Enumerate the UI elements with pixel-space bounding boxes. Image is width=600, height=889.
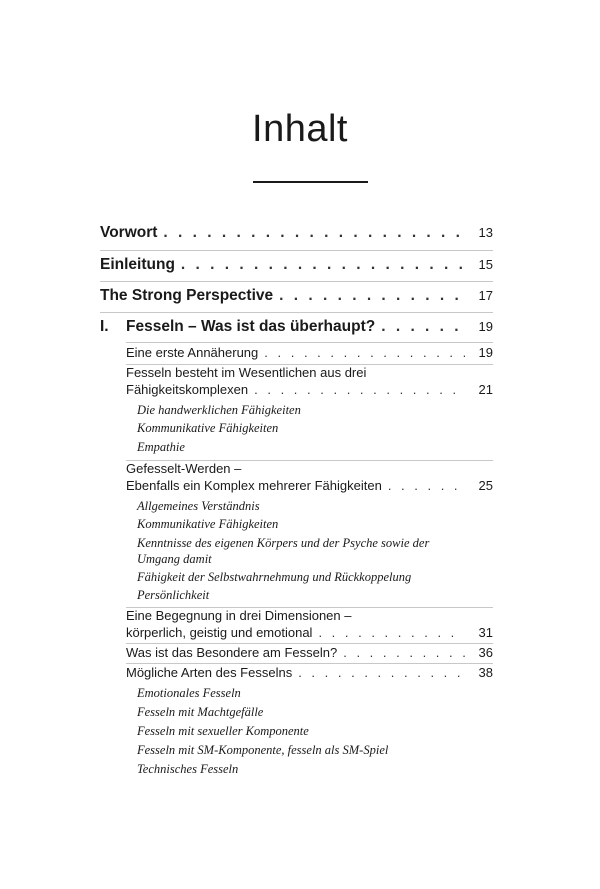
divider	[126, 663, 493, 664]
toc-subitem[interactable]: Technisches Fesseln	[137, 762, 239, 776]
chapter-number: I.	[100, 318, 109, 335]
toc-label: Mögliche Arten des Fesselns	[126, 665, 293, 680]
toc-label: körperlich, geistig und emotional	[126, 625, 313, 640]
toc-page-number: 21	[478, 382, 493, 397]
toc-entry-begegnung[interactable]	[126, 625, 493, 640]
divider	[100, 281, 493, 282]
toc-page-number: 17	[478, 288, 493, 303]
leader-dots	[318, 625, 465, 640]
toc-page-number: 38	[478, 665, 493, 680]
chapter-title: Fesseln – Was ist das überhaupt?	[126, 318, 376, 335]
leader-dots	[181, 256, 465, 274]
leader-dots	[343, 645, 465, 660]
toc-label-line1: Fesseln besteht im Wesentlichen aus drei	[126, 365, 367, 380]
toc-page-number: 15	[478, 257, 493, 272]
toc-entry-gefesselt-werden[interactable]	[126, 478, 493, 493]
toc-entry-erste-annaeherung[interactable]	[126, 345, 493, 360]
toc-entry-arten[interactable]	[126, 665, 493, 680]
toc-label: Einleitung	[100, 256, 175, 273]
divider	[126, 342, 493, 343]
divider	[100, 312, 493, 313]
toc-entry-chapter-1[interactable]	[100, 318, 493, 336]
leader-dots	[298, 665, 465, 680]
toc-subitem[interactable]: Allgemeines Verständnis	[137, 499, 260, 513]
toc-subitem[interactable]: Emotionales Fesseln	[137, 686, 241, 700]
toc-entry-faehigkeitskomplexe[interactable]	[126, 382, 493, 397]
toc-label	[100, 318, 375, 336]
toc-page-number: 36	[478, 645, 493, 660]
toc-page-number: 19	[478, 319, 493, 334]
toc-entry-vorwort[interactable]	[100, 224, 493, 242]
leader-dots	[163, 224, 465, 242]
leader-dots	[264, 345, 465, 360]
toc-label: Ebenfalls ein Komplex mehrerer Fähigkeiten	[126, 478, 382, 493]
toc-entry-strong-perspective[interactable]	[100, 287, 493, 305]
page-title: Inhalt	[252, 108, 348, 150]
toc-label: Vorwort	[100, 224, 158, 241]
toc-subitem[interactable]: Empathie	[137, 440, 185, 454]
toc-label-line1: Eine Begegnung in drei Dimensionen –	[126, 608, 352, 623]
toc-page-number: 13	[478, 225, 493, 240]
leader-dots	[254, 382, 465, 397]
toc-subitem[interactable]: Fesseln mit SM-Komponente, fesseln als SM-Spiel	[137, 743, 389, 757]
toc-subitem[interactable]: Fähigkeit der Selbstwahrnehmung und Rückkoppelung	[137, 570, 412, 584]
toc-page-number: 19	[478, 345, 493, 360]
title-underline	[253, 181, 368, 183]
divider	[100, 250, 493, 251]
toc-entry-einleitung[interactable]	[100, 256, 493, 274]
toc-subitem[interactable]: Persönlichkeit	[137, 588, 210, 602]
toc-subitem[interactable]: Kenntnisse des eigenen Körpers und der Psyche sowie der	[137, 536, 430, 550]
toc-subitem[interactable]: Die handwerklichen Fähigkeiten	[137, 403, 301, 417]
toc-label: Fähigkeitskomplexen	[126, 382, 249, 397]
toc-label: Was ist das Besondere am Fesseln?	[126, 645, 338, 660]
toc-subitem[interactable]: Kommunikative Fähigkeiten	[137, 421, 279, 435]
toc-page-number: 31	[478, 625, 493, 640]
toc-page-number: 25	[478, 478, 493, 493]
toc-label-line1: Gefesselt-Werden –	[126, 461, 242, 476]
toc-label: Eine erste Annäherung	[126, 345, 259, 360]
leader-dots	[279, 287, 465, 305]
leader-dots	[388, 478, 465, 493]
toc-subitem[interactable]: Fesseln mit Machtgefälle	[137, 705, 264, 719]
toc-subitem[interactable]: Fesseln mit sexueller Komponente	[137, 724, 309, 738]
toc-entry-besondere[interactable]	[126, 645, 493, 660]
toc-label: The Strong Perspective	[100, 287, 274, 304]
toc-subitem[interactable]: Kommunikative Fähigkeiten	[137, 517, 279, 531]
toc-subitem-continuation: Umgang damit	[137, 552, 212, 566]
divider	[126, 643, 493, 644]
leader-dots	[381, 318, 465, 336]
